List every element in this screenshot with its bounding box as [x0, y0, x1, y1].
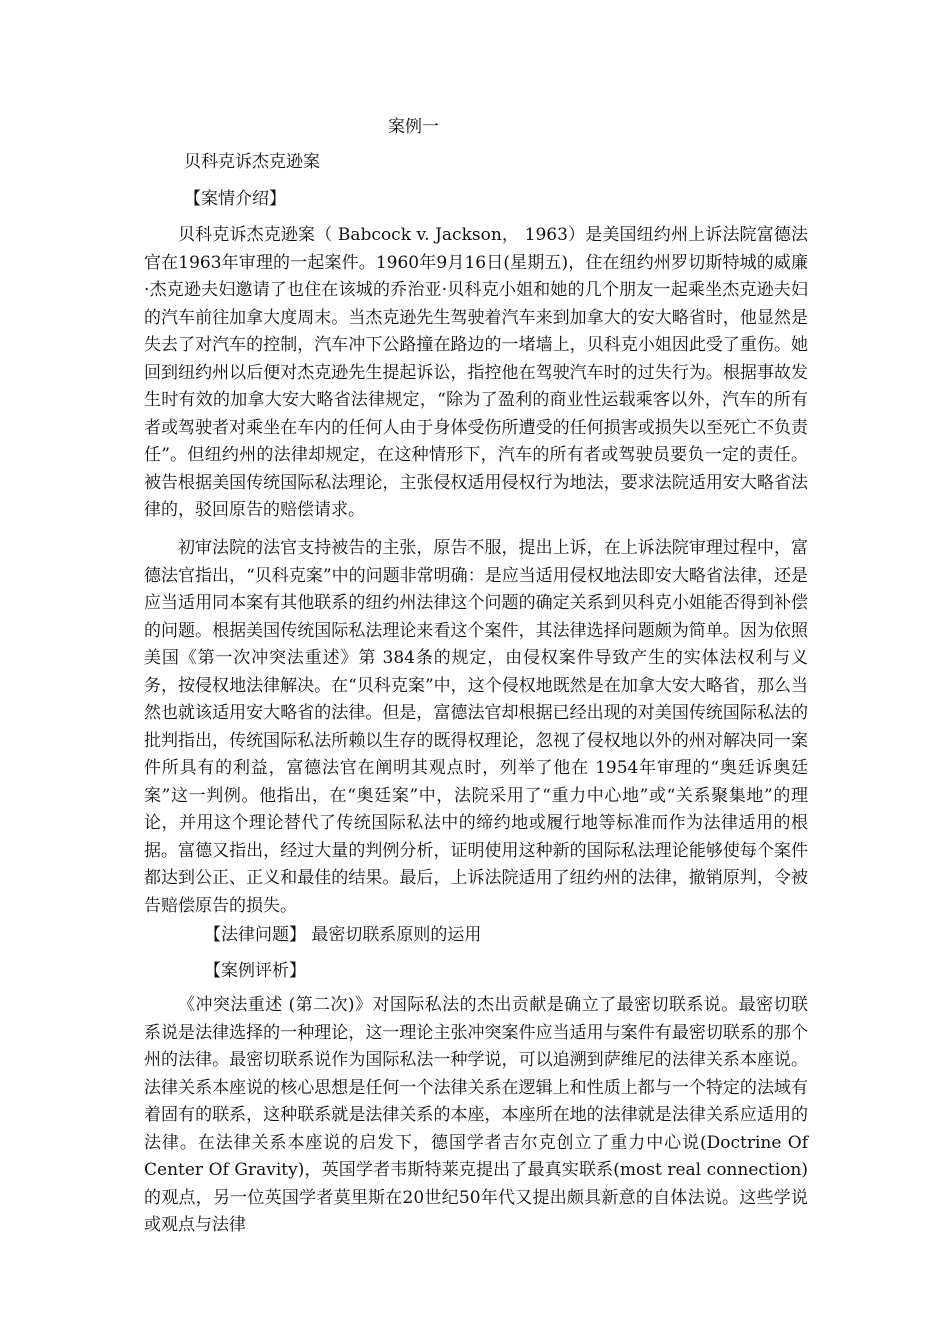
- paragraph-trial: [144, 535, 808, 920]
- paragraph-analysis: [144, 992, 808, 1240]
- paragraph-text: 贝科克诉杰克逊案（ Babcock v. Jackson， 1963）是美国纽约州上诉法院富德法官在1963年审理的一起案件。1960年9月16日(星期五)，住在纽约州罗切斯特城的威廉·杰克逊夫妇邀请了也住在该城的乔治亚·贝科克小姐和她的几个朋友一起乘坐杰克逊夫妇的汽车前往加拿大度周末。当杰克逊先生驾驶着汽车来到加拿大的安大略省时，他显然是失去了对汽车的控制，汽车冲下公路撞在路边的一堵墙上，贝科克小姐因此受了重伤。她回到纽约州以后便对杰克逊先生提起诉讼，指控他在驾驶汽车时的过失行为。根据事故发生时有效的加拿大安大略省法律规定，“除为了盈利的商业性运载乘客以外，汽车的所有者或驾驶者对乘坐在车内的任何人由于身体受伤所遭受的任何损害或损失以至死亡不负责任”。但纽约州的法律却规定，在这种情形下，汽车的所有者或驾驶员要负一定的责任。被告根据美国传统国际私法理论，主张侵权适用侵权行为地法，要求法院适用安大略省法律的，驳回原告的赔偿请求。: [144, 225, 808, 520]
- paragraph-text: 《冲突法重述 (第二次)》对国际私法的杰出贡献是确立了最密切联系说。最密切联系说是法律选择的一种理论，这一理论主张冲突案件应当适用与案件有最密切联系的那个州的法律。最密切联系说作为国际私法一种学说，可以追溯到萨维尼的法律关系本座说。法律关系本座说的核心思想是任何一个法律关系在逻辑上和性质上都与一个特定的法域有着固有的联系，这种联系就是法律关系的本座，本座所在地的法律就是法律关系应适用的法律。在法律关系本座说的启发下，德国学者吉尔克创立了重力中心说(Doctrine Of Center Of Gravity)，英国学者韦斯特莱克提出了最真实联系(most real connection)的观点，另一位英国学者莫里斯在20世纪50年代又提出颇具新意的自体法说。这些学说或观点与法律: [144, 995, 808, 1235]
- section-heading-intro: 【案情介绍】: [184, 189, 286, 209]
- case-name: 贝科克诉杰克逊案: [184, 152, 320, 172]
- section-heading-analysis: 【案例评析】: [204, 961, 306, 981]
- paragraph-text: 初审法院的法官支持被告的主张，原告不服，提出上诉，在上诉法院审理过程中，富德法官指出，“贝科克案”中的问题非常明确：是应当适用侵权地法即安大略省法律，还是应当适用同本案有其他联系的纽约州法律这个问题的确定关系到贝科克小姐能否得到补偿的问题。根据美国传统国际私法理论来看这个案件，其法律选择问题颇为简单。因为依照美国《第一次冲突法重述》第 384条的规定，由侵权案件导致产生的实体法权利与义务，按侵权地法律解决。在“贝科克案”中，这个侵权地既然是在加拿大安大略省，那么当然也就该适用安大略省的法律。但是，富德法官却根据已经出现的对美国传统国际私法的批判指出，传统国际私法所赖以生存的既得权理论，忽视了侵权地以外的州对解决同一案件所具有的利益，富德法官在阐明其观点时，列举了他在 1954年审理的“奥廷诉奥廷案”这一判例。他指出，在“奥廷案”中，法院采用了“重力中心地”或“关系聚集地”的理论，并用这个理论替代了传统国际私法中的缔约地或履行地等标准而作为法律适用的根据。富德又指出，经过大量的判例分析，证明使用这种新的国际私法理论能够使每个案件都达到公正、正义和最佳的结果。最后，上诉法院适用了纽约州的法律，撤销原判，令被告赔偿原告的损失。: [144, 538, 808, 916]
- document-title: 案例一: [388, 117, 439, 137]
- paragraph-case-intro: [144, 222, 808, 525]
- section-heading-issue: 【法律问题】 最密切联系原则的运用: [204, 925, 482, 945]
